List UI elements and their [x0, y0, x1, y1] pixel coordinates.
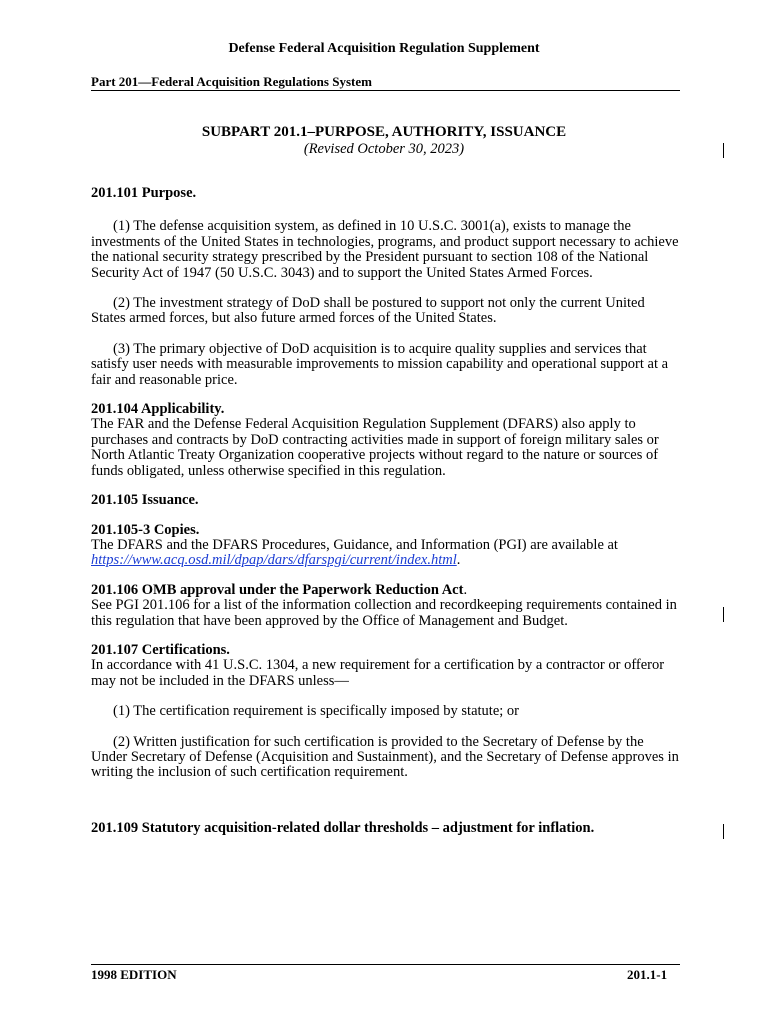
- dfars-link[interactable]: https://www.acq.osd.mil/dpap/dars/dfarspgi/current/index.html: [91, 552, 457, 569]
- section-heading-201-109: 201.109 Statutory acquisition-related dollar thresholds – adjustment for inflation.: [91, 819, 595, 836]
- document-body: [91, 186, 681, 836]
- footer-rule: [91, 964, 680, 965]
- section-heading-201-107: 201.107 Certifications.: [91, 641, 230, 658]
- section-heading-201-105: 201.105 Issuance.: [91, 492, 199, 509]
- paragraph: (2) The investment strategy of DoD shall be postured to support not only the current United States armed forces, but also future armed forces of the United States.: [91, 295, 645, 327]
- header-rule: [91, 90, 680, 91]
- paragraph: [91, 538, 681, 569]
- document-title: Defense Federal Acquisition Regulation Supplement: [228, 41, 540, 56]
- list-item: (1) The certification requirement is specifically imposed by statute; or: [113, 703, 519, 720]
- section-heading-text: 201.106 OMB approval under the Paperwork Reduction Act: [91, 581, 464, 598]
- page-number: 201.1-1: [627, 967, 668, 982]
- section-heading-201-104: 201.104 Applicability.: [91, 401, 225, 418]
- paragraph: (3) The primary objective of DoD acquisition is to acquire quality supplies and services that satisfy user needs with measurable improvements to mission capability and operational support at a fair and reasonable price.: [91, 340, 669, 388]
- section-heading-suffix: .: [463, 581, 468, 598]
- paragraph: (1) The defense acquisition system, as defined in 10 U.S.C. 3001(a), exists to manage the investments of the United States in technologies, programs, and product support necessary to achieve the national security strategy prescribed by the President pursuant to section 108 of the National Security Act of 1947 (50 U.S.C. 3043) and to support the United States Armed Forces.: [91, 218, 679, 281]
- list-item: (2) Written justification for such certification is provided to the Secretary of Defense by the Under Secretary of Defense (Acquisition and Sustainment), and the Secretary of Defense approves in writing the inclusion of such certification requirement.: [91, 733, 679, 781]
- paragraph-text: The DFARS and the DFARS Procedures, Guidance, and Information (PGI) are available at: [91, 536, 618, 553]
- paragraph: In accordance with 41 U.S.C. 1304, a new requirement for a certification by a contractor or offeror may not be included in the DFARS unless—: [91, 657, 665, 689]
- paragraph: See PGI 201.106 for a list of the information collection and recordkeeping requirements contained in this regulation that have been approved by the Office of Management and Budget.: [91, 597, 677, 629]
- change-bar: [723, 824, 724, 839]
- section-heading-201-106: [91, 583, 681, 598]
- section-heading-201-105-3: 201.105-3 Copies.: [91, 521, 200, 538]
- paragraph-text: .: [456, 552, 461, 569]
- change-bar: [723, 607, 724, 622]
- revision-date: (Revised October 30, 2023): [303, 141, 465, 157]
- subpart-title: SUBPART 201.1–PURPOSE, AUTHORITY, ISSUANCE: [201, 124, 567, 140]
- paragraph: The FAR and the Defense Federal Acquisition Regulation Supplement (DFARS) also apply to purchases and contracts by DoD contracting activities made in support of foreign military sales or North Atlantic Treaty Organization cooperative projects without regard to the nature or sources of funds obligated, unless otherwise specified in this regulation.: [91, 416, 659, 479]
- change-bar: [723, 143, 724, 158]
- footer-edition: 1998 EDITION: [91, 967, 177, 982]
- section-heading-201-101: 201.101 Purpose.: [91, 185, 197, 201]
- part-title: Part 201—Federal Acquisition Regulations System: [91, 74, 372, 89]
